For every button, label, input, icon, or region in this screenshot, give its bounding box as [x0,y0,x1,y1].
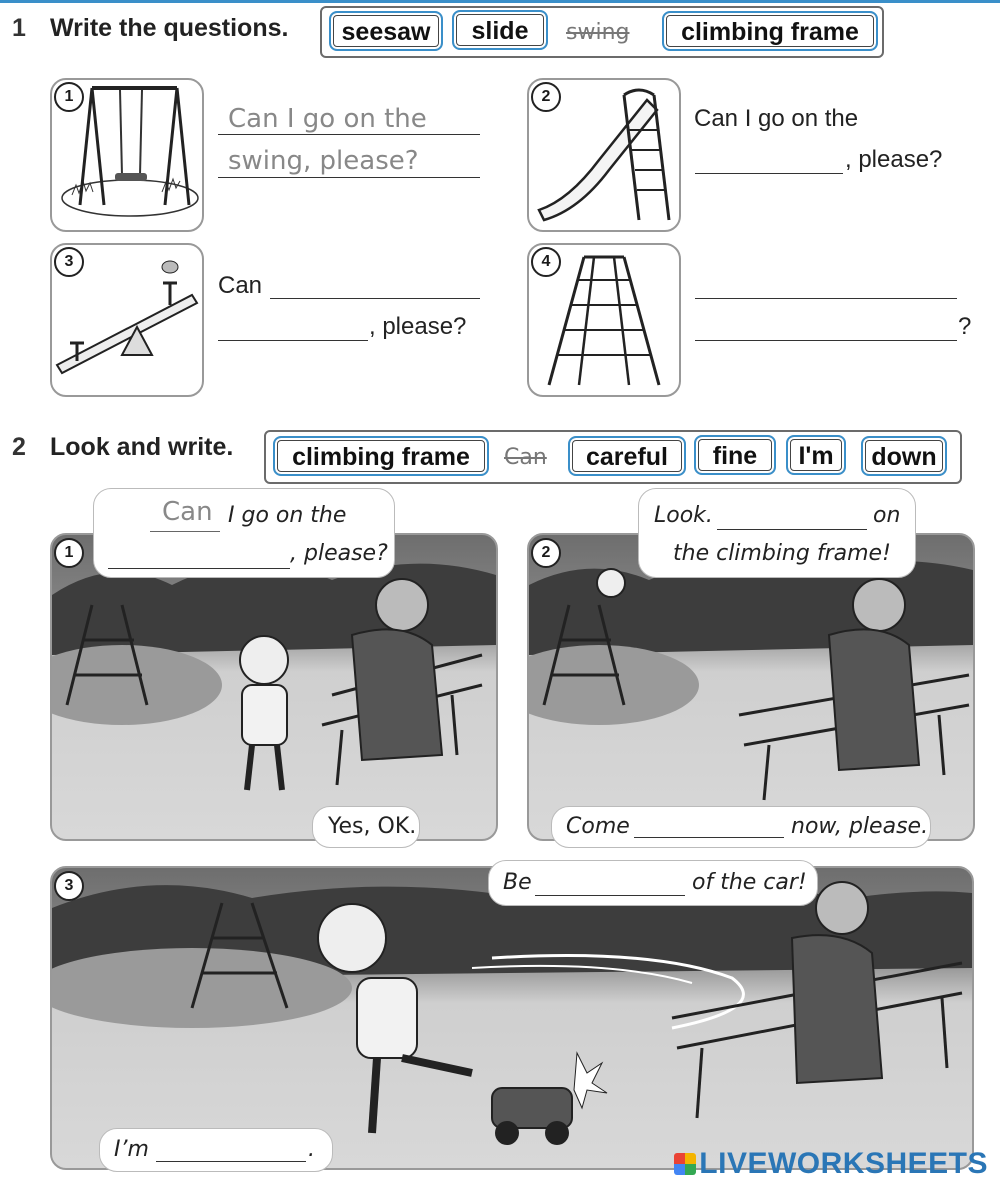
item-2-number: 2 [531,82,561,112]
item-2-prompt-2: , please? [845,146,943,173]
scene-3-bubble-text-2: of the car! [692,870,807,895]
scene-1-picture [50,533,498,841]
item-3-number: 3 [54,247,84,277]
item-1-writing-line-2 [218,177,480,178]
exercise-1-title: Write the questions. [50,14,289,42]
item-4-number: 4 [531,247,561,277]
scene-3-reply-blank[interactable] [156,1161,306,1162]
item-4-answer-blank-1[interactable] [695,298,957,299]
scene-2-number: 2 [531,538,561,568]
word-chip-careful[interactable]: careful [568,436,686,476]
logo-mark-icon [674,1153,696,1175]
logo-text: LIVEWORKSHEETS [699,1147,988,1180]
word-chip-im[interactable]: I'm [786,435,846,475]
scene-3-speech-bubble [488,860,818,906]
scene-2-drawing [529,535,973,839]
word-box-2 [264,430,962,484]
scene-2-bubble-text-2: the climbing frame! [673,541,891,566]
scene-2-bubble-text-1b: on [873,503,901,528]
scene-2-reply-text-1: Come [566,814,630,839]
scene-3-reply-text-1: I’m [114,1137,149,1162]
word-chip-seesaw[interactable]: seesaw [329,11,443,51]
scene-1-answer: Can [162,497,213,527]
scene-1-answer-line [150,531,220,532]
scene-2-picture [527,533,975,841]
scene-3-bubble-text-1: Be [503,870,532,895]
item-3-prompt-2: , please? [369,313,467,340]
scene-1-speech-bubble [93,488,395,578]
exercise-1-number: 1 [12,14,26,42]
scene-3-number: 3 [54,871,84,901]
scene-3-picture [50,866,974,1170]
word-chip-slide[interactable]: slide [452,10,548,50]
scene-3-reply-text-2: . [308,1137,315,1162]
scene-1-drawing [52,535,496,839]
scene-3-reply-bubble [99,1128,333,1172]
scene-3-drawing [52,868,972,1168]
scene-3-answer-blank[interactable] [535,895,685,896]
word-chip-climbing-frame[interactable]: climbing frame [662,11,878,51]
word-chip-down[interactable]: down [861,436,947,476]
item-1-number: 1 [54,82,84,112]
scene-2-bubble-text-1: Look. [654,503,713,528]
scene-2-speech-bubble [638,488,916,578]
scene-2-answer-blank[interactable] [717,529,867,530]
scene-1-reply-bubble [312,806,420,848]
scene-2-reply-blank[interactable] [634,837,784,838]
word-used-can: Can [504,445,547,470]
scene-1-bubble-text-1: I go on the [228,503,347,528]
item-1-writing-line-1 [218,134,480,135]
item-1-answer-line-2: swing, please? [228,146,419,176]
exercise-2-title: Look and write. [50,433,234,461]
item-4-answer-blank-2[interactable] [695,340,957,341]
item-1-answer-line-1: Can I go on the [228,104,427,134]
scene-2-reply-bubble [551,806,931,848]
top-rule [0,0,1000,3]
scene-1-number: 1 [54,538,84,568]
item-2-answer-blank[interactable] [695,173,843,174]
word-chip-fine[interactable]: fine [694,435,776,475]
item-3-answer-blank-1[interactable] [270,298,480,299]
scene-1-reply: Yes, OK. [328,814,417,839]
word-chip-climbing-frame-2[interactable]: climbing frame [273,436,489,476]
word-used-swing: swing [566,20,630,45]
word-box-1 [320,6,884,58]
item-3-answer-blank-2[interactable] [218,340,368,341]
scene-1-bubble-text-2: , please? [290,541,388,566]
item-2-prompt-1: Can I go on the [694,105,859,132]
liveworksheets-logo [674,1147,988,1181]
exercise-2-number: 2 [12,433,26,461]
item-3-prompt-1: Can [218,272,263,299]
scene-2-reply-text-2: now, please. [791,814,929,839]
item-4-prompt-2: ? [958,313,972,340]
scene-1-answer-blank[interactable] [108,568,290,569]
